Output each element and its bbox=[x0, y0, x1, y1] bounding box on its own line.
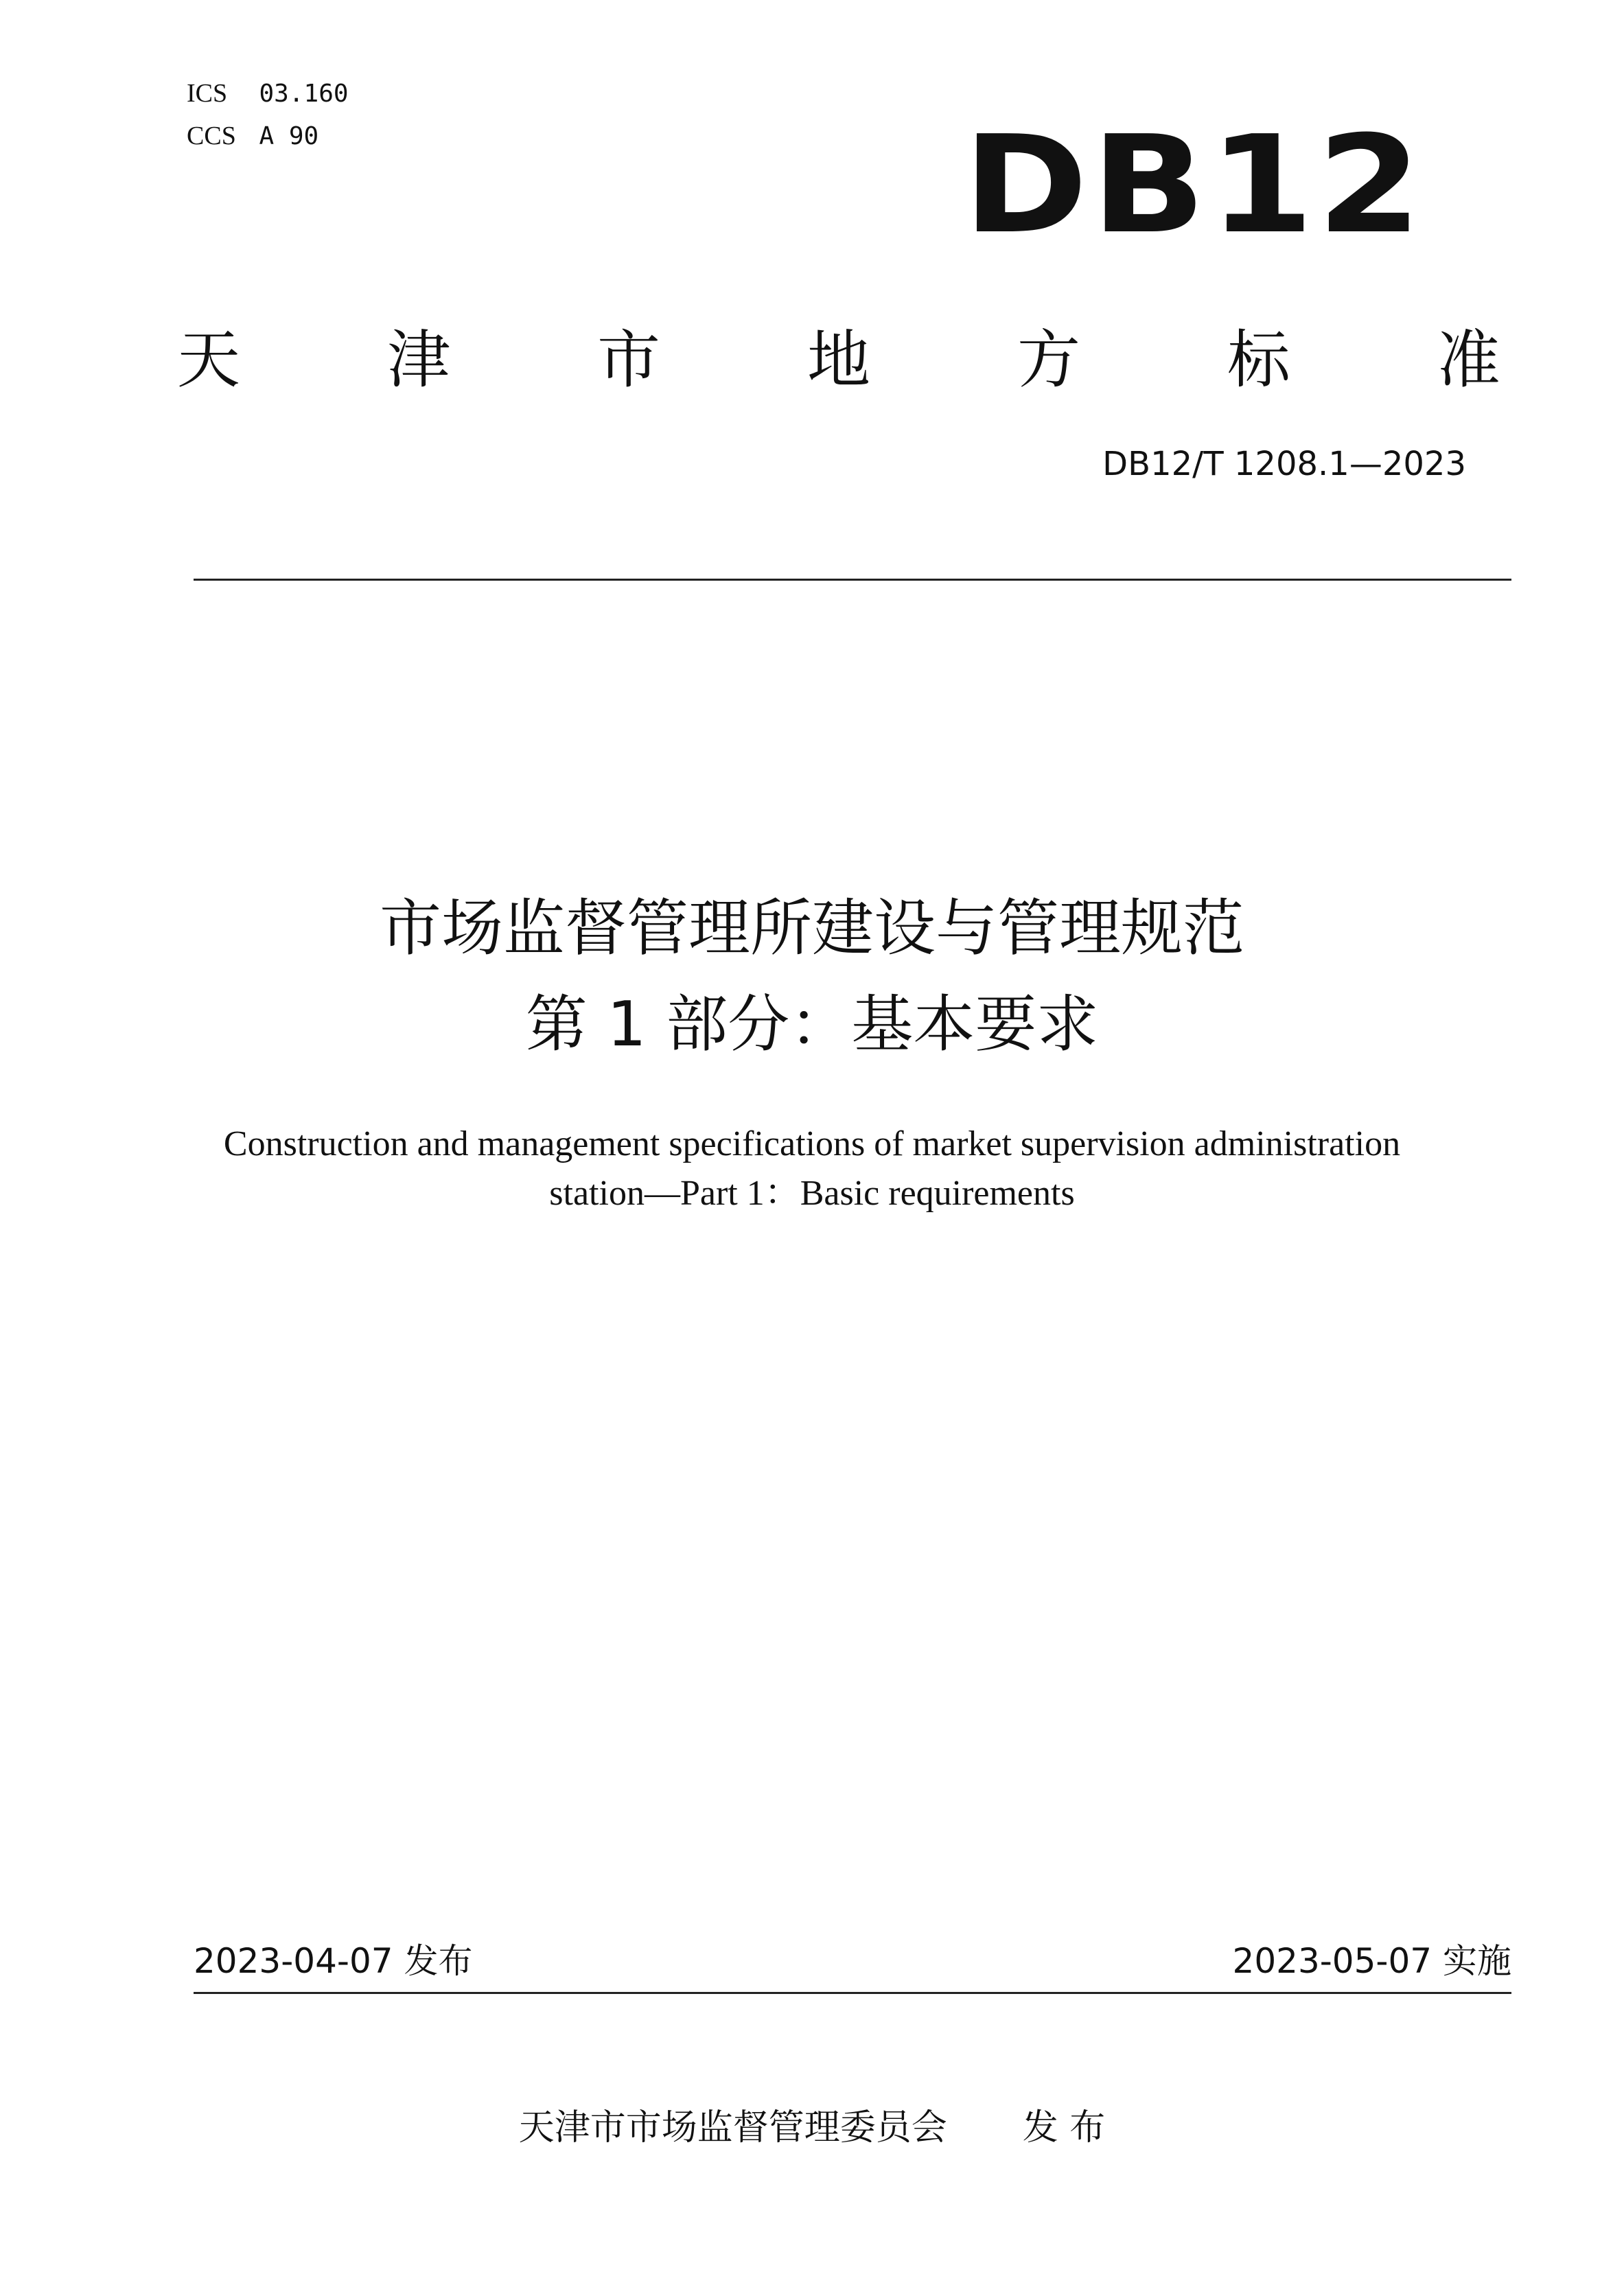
title-chinese-line-1: 市场监督管理所建设与管理规范 bbox=[380, 892, 1244, 964]
standard-type-char: 方 bbox=[1017, 323, 1080, 397]
standard-type-char: 地 bbox=[807, 323, 870, 397]
standard-type-char: 天 bbox=[177, 323, 241, 397]
standard-type-char: 标 bbox=[1227, 323, 1290, 397]
standard-type-char: 津 bbox=[386, 323, 450, 397]
ccs-code: A 90 bbox=[259, 122, 319, 150]
standard-number: DB12/T 1208.1—2023 bbox=[1102, 445, 1466, 483]
top-divider bbox=[194, 579, 1511, 581]
bottom-divider bbox=[194, 1992, 1511, 1994]
standard-type-char: 市 bbox=[596, 323, 660, 397]
title-english-line-2: station—Part 1：Basic requirements bbox=[549, 1174, 1075, 1213]
ics-code: 03.160 bbox=[259, 80, 349, 108]
publisher-line bbox=[0, 2104, 1624, 2152]
ics-code-line bbox=[187, 77, 349, 111]
publisher-name: 天津市市场监督管理委员会 bbox=[518, 2107, 947, 2148]
effective-date: 2023-05-07 实施 bbox=[1232, 1941, 1511, 1981]
ccs-code-line bbox=[187, 119, 318, 153]
standard-type-heading bbox=[177, 317, 1500, 397]
title-english-line-1: Construction and management specifications of market supervision administration bbox=[223, 1124, 1401, 1163]
title-chinese-line-2: 第 1 部分：基本要求 bbox=[525, 988, 1099, 1060]
db-standard-code: DB12 bbox=[963, 107, 1425, 264]
ccs-label: CCS bbox=[187, 121, 236, 150]
standard-type-char: 准 bbox=[1437, 323, 1500, 397]
publisher-action: 发 布 bbox=[1022, 2107, 1106, 2148]
ics-label: ICS bbox=[187, 79, 228, 108]
issue-date: 2023-04-07 发布 bbox=[194, 1941, 473, 1981]
